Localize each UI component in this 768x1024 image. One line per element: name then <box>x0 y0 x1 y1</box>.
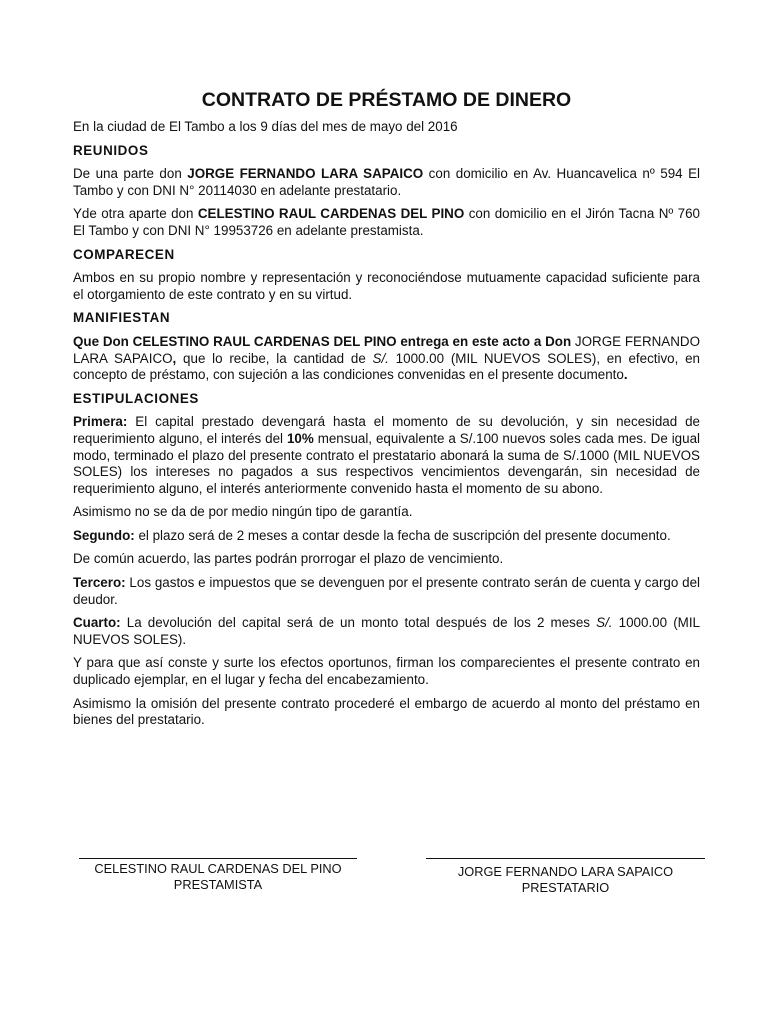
signature-role: PRESTATARIO <box>521 880 610 895</box>
manifiestan-paragraph: Que Don CELESTINO RAUL CARDENAS DEL PINO entrega en este acto a Don JORGE FERNANDO LARA SAPAICO, que lo recibe, la cantidad de S/. 1000.00 (MIL NUEVOS SOLES), en efectivo, en concepto de préstamo, con sujeción a las condiciones convenidas en el presente documento. <box>73 333 700 383</box>
intro-paragraph: En la ciudad de El Tambo a los 9 días del mes de mayo del 2016 <box>73 119 458 134</box>
clause-cuarto: Cuarto: La devolución del capital será de un monto total después de los 2 meses S/. 1000.00 (MIL NUEVOS SOLES). <box>73 615 700 647</box>
borrower-name: JORGE FERNANDO LARA SAPAICO <box>187 166 424 182</box>
section-heading-estipulaciones: ESTIPULACIONES <box>73 390 199 406</box>
clause-label: Cuarto: <box>73 615 121 631</box>
section-heading-reunidos: REUNIDOS <box>73 142 149 158</box>
lender-paragraph: Yde otra aparte don CELESTINO RAUL CARDENAS DEL PINO con domicilio en el Jirón Tacna Nº 760 El Tambo y con DNI N° 19953726 en adelante prestamista. <box>73 206 701 238</box>
document-title: CONTRATO DE PRÉSTAMO DE DINERO <box>201 89 572 111</box>
signing-paragraph: Y para que así conste y surte los efectos oportunos, firman los comparecientes el presente contrato en duplicado ejemplar, en el lugar y fecha del encabezamiento. <box>73 655 700 688</box>
clause-label: Primera: <box>73 414 128 430</box>
borrower-paragraph: De una parte don JORGE FERNANDO LARA SAPAICO con domicilio en Av. Huancavelica nº 594 El Tambo y con DNI N° 20114030 en adelante prestatario. <box>73 166 700 198</box>
signature-line <box>79 858 357 859</box>
lender-name: CELESTINO RAUL CARDENAS DEL PINO <box>197 206 465 222</box>
guarantee-paragraph: Asimismo no se da de por medio ningún tipo de garantía. <box>73 504 413 520</box>
signature-name: CELESTINO RAUL CARDENAS DEL PINO <box>94 861 342 876</box>
clause-label: Tercero: <box>73 575 126 591</box>
section-heading-comparecen: COMPARECEN <box>73 246 175 262</box>
seizure-paragraph: Asimismo la omisión del presente contrato procederé el embargo de acuerdo al monto del préstamo en bienes del prestatario. <box>73 695 700 728</box>
clause-label: Segundo: <box>73 527 135 543</box>
contract-body <box>73 88 700 736</box>
clause-segundo: Segundo: el plazo será de 2 meses a contar desde la fecha de suscripción del presente documento. <box>73 527 671 543</box>
section-heading-manifiestan: MANIFIESTAN <box>73 310 171 326</box>
comparecen-paragraph: Ambos en su propio nombre y representación y reconociéndose mutuamente capacidad suficiente para el otorgamiento de este contrato y en su virtud. <box>73 270 700 302</box>
clause-tercero: Tercero: Los gastos e impuestos que se devenguen por el presente contrato serán de cuenta y cargo del deudor. <box>73 575 700 607</box>
signature-line <box>426 858 705 859</box>
signature-role: PRESTAMISTA <box>173 877 263 892</box>
clause-primera: Primera: El capital prestado devengará hasta el momento de su devolución, y sin necesidad de requerimiento alguno, el interés del 10% mensual, equivalente a S/.100 nuevos soles cada mes. De igual modo, terminado el plazo del presente contrato el prestatario abonará la suma de S/.1000 (MIL NUEVOS SOLES) los intereses no pagados a sus respectivos vencimientos devengarán, sin necesidad de requerimiento alguno, el interés anteriormente convenido hasta el momento de su abono. <box>73 414 700 496</box>
extension-paragraph: De común acuerdo, las partes podrán prorrogar el plazo de vencimiento. <box>73 551 504 567</box>
signature-block-lender <box>79 858 357 893</box>
signature-block-borrower <box>426 858 705 896</box>
signature-name: JORGE FERNANDO LARA SAPAICO <box>457 864 674 879</box>
